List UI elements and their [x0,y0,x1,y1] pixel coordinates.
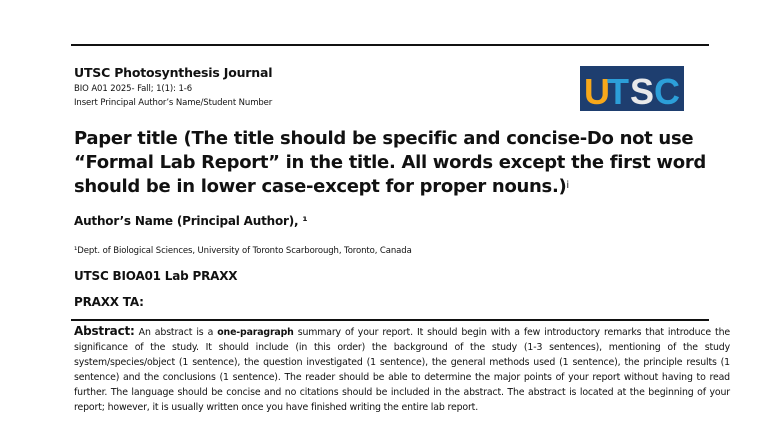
logo-letter-u: U [584,71,610,111]
paper-title-text: Paper title (The title should be specific and concise-Do not use “Formal Lab Report” in the title. All words except the first word should be in lower case-except for proper nouns.) [74,128,706,197]
logo-letter-t: T [607,71,629,111]
abstract-label: Abstract: [74,324,135,338]
affiliation: ¹Dept. of Biological Sciences, University of Toronto Scarborough, Toronto, Canada [74,246,412,256]
ta-line: PRAXX TA: [74,295,144,309]
top-rule [71,44,709,46]
journal-title: UTSC Photosynthesis Journal [74,65,273,80]
course-line: BIO A01 2025- Fall; 1(1): 1-6 [74,84,193,94]
utsc-logo [580,66,684,111]
abstract-text-start: An abstract is a [134,327,218,338]
abstract-emphasis: one-paragraph [217,327,294,338]
author-line: Author’s Name (Principal Author), ¹ [74,214,308,228]
author-placeholder-line: Insert Principal Author’s Name/Student Number [74,98,273,108]
logo-letter-s: S [630,71,655,111]
paper-title [74,127,714,199]
abstract-paragraph [74,324,730,416]
lab-section: UTSC BIOA01 Lab PRAXX [74,269,238,283]
section-rule [71,319,709,321]
abstract-text-rest: summary of your report. It should begin with a few introductory remarks that introduce the significance of the study. It should include (in this order) the background of the study (1-3 sentences), mentioning of the study system/species/object (1 sentence), the question investigated (1 sentence), the general methods used (1 sentence), the principle results (1 sentence) and the conclusions (1 sentence). The reader should be able to determine the major points of your report without having to read further. The language should be concise and no citations should be included in the abstract. The abstract is located at the beginning of your report; however, it is usually written once you have finished writing the entire lab report. [74,327,730,414]
logo-letter-c: C [654,71,680,111]
title-footnote-mark: i [566,180,569,191]
